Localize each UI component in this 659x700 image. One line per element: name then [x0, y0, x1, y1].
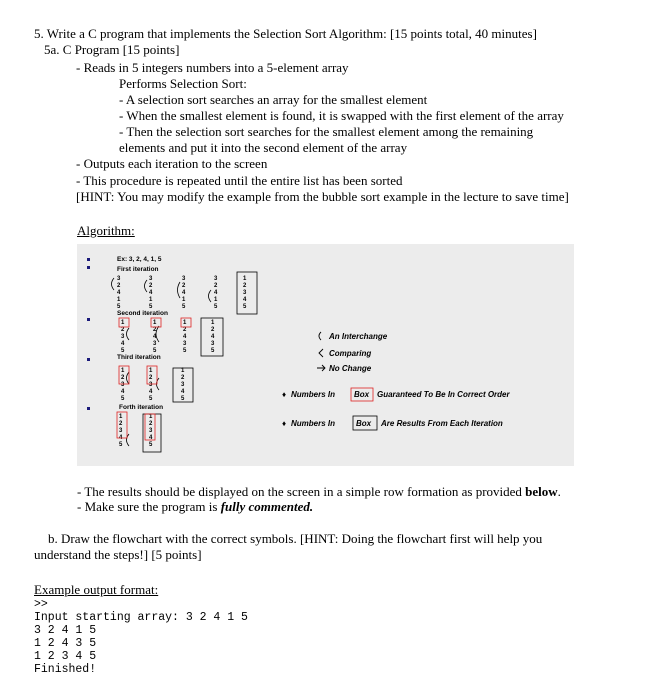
figure-cell: 3 [149, 382, 153, 388]
second-iteration-label: Second iteration [117, 310, 168, 317]
figure-cell: 1 [214, 297, 218, 303]
figure-cell: 1 [211, 320, 215, 326]
figure-cell: 4 [121, 389, 125, 395]
commented-pre: - Make sure the program is [77, 499, 221, 514]
figure-cell: 3 [119, 428, 123, 434]
figure-cell: 4 [181, 389, 185, 395]
compare-arc-icon [178, 282, 181, 298]
iteration-column [149, 276, 153, 310]
iteration-column [181, 368, 185, 402]
figure-cell: 5 [149, 304, 153, 310]
figure-cell: 4 [149, 435, 153, 441]
figure-cell: 5 [214, 304, 218, 310]
figure-cell: 1 [149, 297, 153, 303]
iteration-column [149, 368, 153, 402]
iteration-column [117, 276, 121, 310]
figure-cell: 4 [119, 435, 123, 441]
legend-interchange: An Interchange [329, 332, 388, 341]
figure-cell: 2 [149, 421, 153, 427]
figure-cell: 3 [121, 334, 125, 340]
commented-emphasis: fully commented. [220, 499, 314, 514]
compare-arc-icon [145, 280, 148, 292]
figure-cell: 2 [183, 327, 187, 333]
first-iteration-label: First iteration [117, 266, 159, 273]
figure-cell: 5 [119, 442, 123, 448]
figure-example: Ex: 3, 2, 4, 1, 5 [117, 256, 162, 263]
iteration-column [243, 276, 247, 310]
part-b-line-2: understand the steps!] [5 points] [34, 547, 202, 562]
figure-cell: 5 [243, 304, 247, 310]
figure-cell: 3 [117, 276, 121, 282]
figure-cell: 1 [117, 297, 121, 303]
figure-cell: 1 [153, 320, 157, 326]
part-b-line-1: b. Draw the flowchart with the correct symbols. [HINT: Doing the flowchart first will help you [48, 531, 543, 546]
legend-no-change: No Change [329, 364, 372, 373]
figure-cell: 4 [182, 290, 186, 296]
legend-comparing: Comparing [329, 349, 372, 358]
iteration-column [119, 414, 123, 448]
figure-cell: 2 [117, 283, 121, 289]
algorithm-heading: Algorithm: [77, 223, 135, 238]
figure-cell: 3 [149, 428, 153, 434]
example-output-line-2: 3 2 4 1 5 [34, 624, 97, 637]
bullet-icon [87, 358, 90, 361]
figure-cell: 4 [149, 290, 153, 296]
figure-cell: 5 [117, 304, 121, 310]
step-line-1: - A selection sort searches an array for the smallest element [119, 92, 428, 107]
figure-cell: 4 [121, 341, 125, 347]
note-box-prefix-2: Numbers In [291, 419, 336, 428]
figure-cell: 3 [183, 341, 187, 347]
figure-cell: 5 [153, 348, 157, 354]
figure-cell: 3 [153, 341, 157, 347]
repeated-line: - This procedure is repeated until the entire list has been sorted [76, 173, 403, 188]
commented-line [77, 499, 313, 514]
legend-bullet-icon: ♦ [282, 419, 287, 428]
figure-cell: 4 [214, 290, 218, 296]
figure-cell: 5 [211, 348, 215, 354]
iteration-column [121, 320, 125, 354]
figure-cell: 3 [243, 290, 247, 296]
iteration-column [183, 320, 187, 354]
figure-cell: 1 [119, 414, 123, 420]
results-line [77, 484, 561, 499]
figure-cell: 2 [182, 283, 186, 289]
figure-cell: 2 [211, 327, 215, 333]
figure-cell: 2 [153, 327, 157, 333]
example-output-line-3: 1 2 4 3 5 [34, 637, 97, 650]
figure-cell: 1 [149, 368, 153, 374]
bullet-icon [87, 407, 90, 410]
comparing-icon [319, 349, 323, 357]
figure-cell: 4 [117, 290, 121, 296]
outputs-line: - Outputs each iteration to the screen [76, 156, 268, 171]
bullet-icon [87, 258, 90, 261]
figure-cell: 2 [119, 421, 123, 427]
figure-cell: 1 [121, 320, 125, 326]
figure-cell: 3 [149, 276, 153, 282]
step-line-4: elements and put it into the second element of the array [119, 140, 408, 155]
iteration-column [182, 276, 186, 310]
compare-arc-icon [127, 328, 130, 340]
selection-sort-figure [77, 244, 574, 466]
bullet-icon [87, 266, 90, 269]
figure-cell: 2 [121, 327, 125, 333]
legend-bullet-icon: ♦ [282, 390, 287, 399]
example-prompt: >> [34, 598, 48, 611]
step-line-2: - When the smallest element is found, it is swapped with the first element of the array [119, 108, 564, 123]
figure-cell: 3 [121, 382, 125, 388]
interchange-icon [319, 332, 321, 340]
results-bold: below [525, 484, 558, 499]
figure-cell: 4 [149, 389, 153, 395]
forth-iteration-label: Forth iteration [119, 404, 164, 411]
performs-line: Performs Selection Sort: [119, 76, 247, 91]
figure-cell: 5 [121, 348, 125, 354]
figure-cell: 1 [121, 368, 125, 374]
hint-line: [HINT: You may modify the example from the bubble sort example in the lecture to save time] [76, 189, 569, 204]
example-output-line-4: 1 2 3 4 5 [34, 650, 97, 663]
note-box-word-1: Box [354, 390, 370, 399]
note-box-suffix-2: Are Results From Each Iteration [381, 419, 503, 428]
figure-cell: 2 [121, 375, 125, 381]
example-heading: Example output format: [34, 582, 159, 597]
iteration-column [214, 276, 218, 310]
figure-cell: 2 [181, 375, 185, 381]
reads-line: - Reads in 5 integers numbers into a 5-element array [76, 60, 349, 75]
results-post: . [557, 484, 561, 499]
figure-cell: 5 [181, 396, 185, 402]
figure-cell: 2 [243, 283, 247, 289]
figure-cell: 5 [121, 396, 125, 402]
figure-svg [77, 244, 574, 466]
example-output-line-5: Finished! [34, 663, 97, 676]
figure-cell: 5 [182, 304, 186, 310]
note-box-prefix-1: Numbers In [291, 390, 336, 399]
note-box-suffix-1: Guaranteed To Be In Correct Order [377, 390, 510, 399]
figure-cell: 3 [181, 382, 185, 388]
figure-cell: 5 [149, 442, 153, 448]
no-change-icon [317, 365, 325, 371]
figure-cell: 5 [183, 348, 187, 354]
figure-cell: 3 [214, 276, 218, 282]
figure-cell: 2 [149, 375, 153, 381]
iteration-column [149, 414, 153, 448]
figure-cell: 1 [149, 414, 153, 420]
step-line-3: - Then the selection sort searches for the smallest element among the remaining [119, 124, 534, 139]
figure-cell: 4 [243, 297, 247, 303]
figure-cell: 2 [149, 283, 153, 289]
compare-arc-icon [112, 278, 115, 290]
figure-cell: 4 [153, 334, 157, 340]
figure-cell: 1 [181, 368, 185, 374]
figure-cell: 4 [211, 334, 215, 340]
compare-arc-icon [209, 290, 212, 302]
figure-cell: 2 [214, 283, 218, 289]
figure-cell: 5 [149, 396, 153, 402]
example-output-line-1: Input starting array: 3 2 4 1 5 [34, 611, 248, 624]
compare-arc-icon [156, 326, 159, 342]
figure-cell: 3 [211, 341, 215, 347]
iteration-column [121, 368, 125, 402]
note-box-word-2: Box [356, 419, 372, 428]
figure-cell: 1 [183, 320, 187, 326]
figure-cell: 3 [182, 276, 186, 282]
figure-cell: 4 [183, 334, 187, 340]
bullet-icon [87, 318, 90, 321]
iteration-column [211, 320, 215, 354]
figure-cell: 1 [243, 276, 247, 282]
question-title: 5. Write a C program that implements the Selection Sort Algorithm: [15 points total, 40 minutes] [34, 26, 537, 41]
result-box [237, 272, 257, 314]
third-iteration-label: Third iteration [117, 354, 161, 361]
part-a-heading: 5a. C Program [15 points] [44, 42, 180, 57]
figure-cell: 1 [182, 297, 186, 303]
results-pre: - The results should be displayed on the screen in a simple row formation as provided [77, 484, 526, 499]
